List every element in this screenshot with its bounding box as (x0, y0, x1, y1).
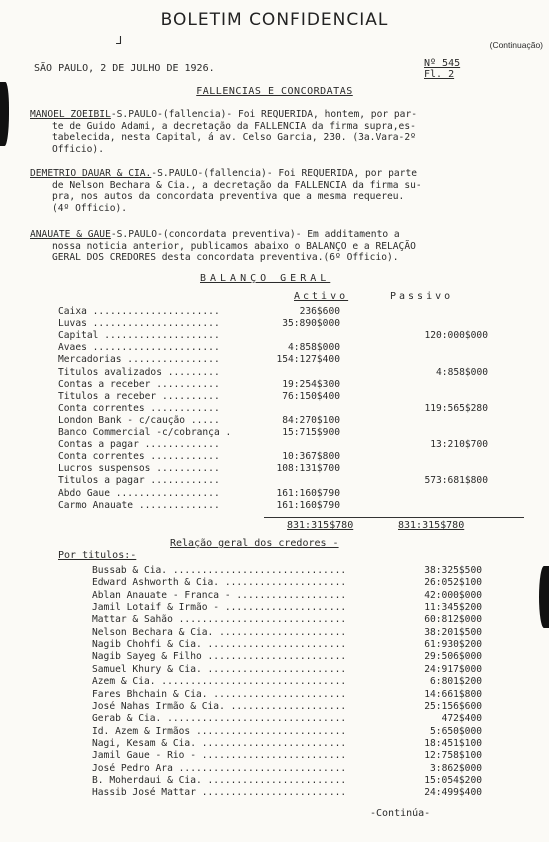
balance-label: Mercadorias ................ (58, 354, 220, 366)
creditor-name: Jamil Lotaif & Irmão - ..................... (92, 602, 347, 614)
creditor-name: Edward Ashworth & Cia. ..................... (92, 577, 347, 589)
creditor-value: 14:661$800 (424, 688, 482, 700)
balance-row (58, 500, 488, 512)
balance-passivo-value: 573:681$800 (424, 475, 488, 487)
creditor-name: Fares Bhchain & Cia. ....................... (92, 688, 347, 700)
entry-line: -S.PAULO-(fallencia)- Foi REQUERIDA, por parte (151, 168, 417, 179)
balance-activo-value: 161:160$790 (276, 487, 340, 499)
creditor-row (92, 602, 482, 614)
balance-passivo-value: 4:858$000 (436, 366, 488, 378)
balance-label: Carmo Anauate .............. (58, 499, 220, 511)
creditor-name: Id. Azem & Irmãos .......................... (92, 725, 347, 737)
creditor-value: 472$400 (441, 713, 482, 725)
bulletin-title: BOLETIM CONFIDENCIAL (160, 10, 389, 30)
balance-row (58, 306, 488, 318)
creditor-row (92, 676, 482, 688)
creditor-name: Ablan Anauate - Franca - ................... (92, 589, 347, 601)
creditor-value: 60:812$000 (424, 614, 482, 626)
entry-name: DEMETRIO DAUAR & CIA. (30, 168, 152, 179)
creditor-name: José Pedro Ara ............................. (92, 762, 347, 774)
creditor-row (92, 577, 482, 589)
entry-name: MANOEL ZOEIBIL (30, 109, 111, 120)
creditor-row (92, 590, 482, 602)
creditor-name: Nelson Bechara & Cia. ...................... (92, 626, 347, 638)
creditor-row (92, 750, 482, 762)
creditor-row (92, 664, 482, 676)
creditor-value: 24:499$400 (424, 787, 482, 799)
creditor-name: Nagi, Kesam & Cia. ......................... (92, 737, 347, 749)
balance-row (58, 488, 488, 500)
balance-label: Capital .................... (58, 330, 220, 342)
passivo-header: Passivo (390, 291, 454, 302)
creditor-value: 5:650$000 (430, 725, 482, 737)
creditor-name: Nagib Sayeg & Filho ........................ (92, 651, 347, 663)
creditor-value: 38:201$500 (424, 626, 482, 638)
creditor-row (92, 614, 482, 626)
continuation-note: (Continuação) (489, 40, 543, 50)
creditor-row (92, 763, 482, 775)
creditor-name: Samuel Khury & Cia. ........................ (92, 663, 347, 675)
creditor-name: Jamil Gaue - Rio - ......................... (92, 750, 347, 762)
balance-row (58, 415, 488, 427)
creditor-value: 12:758$100 (424, 750, 482, 762)
creditor-value: 42:000$000 (424, 589, 482, 601)
balance-activo-value: 154:127$400 (276, 354, 340, 366)
balance-row (58, 463, 488, 475)
balance-label: Caixa ...................... (58, 306, 220, 317)
balance-row (58, 451, 488, 463)
creditor-name: Gerab & Cia. ............................... (92, 713, 347, 725)
entry-line: Officio). (52, 143, 104, 155)
total-activo: 831:315$780 (287, 520, 354, 531)
creditor-value: 38:325$500 (424, 565, 482, 576)
creditor-name: B. Moherdaui & Cia. ........................ (92, 774, 347, 786)
balance-activo-value: 84:270$100 (282, 414, 340, 426)
balance-label: Contas a receber ........... (58, 378, 220, 390)
creditor-row (92, 565, 482, 577)
creditor-value: 26:052$100 (424, 577, 482, 589)
balance-row (58, 342, 488, 354)
entry-line: -S.PAULO-(fallencia)- Foi REQUERIDA, hontem, por par- (110, 109, 417, 120)
creditor-value: 15:054$200 (424, 774, 482, 786)
creditor-value: 25:156$600 (424, 700, 482, 712)
creditor-row (92, 627, 482, 639)
creditor-row (92, 701, 482, 713)
balance-label: London Bank - c/caução ..... (58, 414, 220, 426)
balance-row (58, 403, 488, 415)
entry-line: de Nelson Bechara & Cia., a decretação da FALLENCIA da firma su- (52, 179, 422, 191)
balance-row (58, 318, 488, 330)
balance-row (58, 427, 488, 439)
creditor-row (92, 738, 482, 750)
creditor-row (92, 689, 482, 701)
balance-row (58, 367, 488, 379)
balance-activo-value: 35:890$000 (282, 318, 340, 330)
creditor-row (92, 726, 482, 738)
total-rule (264, 517, 524, 518)
entry-line: nossa noticia anterior, publicamos abaixo o BALANÇO e a RELAÇÃO (52, 240, 416, 252)
creditor-name: Bussab & Cia. .............................. (92, 565, 347, 576)
entry-line: te de Guido Adami, a decretação da FALLENCIA da firma supra,es- (52, 120, 416, 132)
creditor-name: Nagib Chohfi & Cia. ........................ (92, 639, 347, 651)
balance-row (58, 330, 488, 342)
balance-label: Titulos a pagar ............ (58, 475, 220, 487)
balance-row (58, 439, 488, 451)
balance-passivo-value: 13:210$700 (430, 439, 488, 451)
balance-row (58, 379, 488, 391)
balance-activo-value: 161:160$790 (276, 499, 340, 511)
entry-line: tabelecida, nesta Capital, á av. Celso Garcia, 230. (3a.Vara-2º (52, 132, 416, 144)
balance-row (58, 475, 488, 487)
issue-number-block (424, 58, 460, 80)
entry-line: pra, nos autos da concordata preventiva que a mesma requereu. (52, 191, 405, 203)
creditor-row (92, 713, 482, 725)
balance-label: Conta correntes ............ (58, 451, 220, 463)
total-passivo: 831:315$780 (398, 520, 465, 531)
creditor-value: 18:451$100 (424, 737, 482, 749)
balance-label: Titulos avalizados ......... (58, 366, 220, 378)
entry-line: GERAL DOS CREDORES desta concordata preventiva.(6º Officio). (52, 252, 399, 264)
section-heading: FALLENCIAS E CONCORDATAS (196, 86, 353, 97)
continues-note: -Continúa- (370, 808, 431, 819)
balance-label: Contas a pagar ............. (58, 439, 220, 451)
balance-activo-value: 4:858$000 (288, 342, 340, 354)
issue-number: Nº 545 (424, 58, 461, 69)
activo-header: Activo (294, 291, 349, 302)
balance-activo-value: 236$600 (299, 306, 340, 317)
scan-blot-left (0, 82, 9, 146)
creditor-name: José Nahas Irmão & Cia. .................... (92, 700, 347, 712)
balance-passivo-value: 119:565$280 (424, 402, 488, 414)
creditor-row (92, 639, 482, 651)
entry-dauar (30, 168, 535, 214)
creditor-row (92, 775, 482, 787)
sheet-number: Fl. 2 (424, 69, 455, 80)
entry-line: -S.PAULO-(concordata preventiva)- Em additamento a (110, 229, 400, 240)
creditor-name: Mattar & Sahão ............................. (92, 614, 347, 626)
entry-anauate (30, 229, 535, 264)
balance-activo-value: 15:715$900 (282, 427, 340, 438)
creditor-value: 61:930$200 (424, 639, 482, 651)
balance-label: Lucros suspensos ........... (58, 463, 220, 475)
balance-label: Titulos a receber .......... (58, 390, 220, 402)
creditors-title (170, 538, 339, 549)
entry-line: (4º Officio). (52, 202, 128, 214)
place-date: SÃO PAULO, 2 DE JULHO DE 1926. (34, 63, 215, 74)
balance-label: Luvas ...................... (58, 318, 220, 330)
balance-label: Abdo Gaue .................. (58, 487, 220, 499)
entry-zoeibil (30, 109, 535, 155)
balance-passivo-value: 120:000$000 (424, 330, 488, 342)
creditor-value: 29:506$000 (424, 651, 482, 663)
creditor-value: 11:345$200 (424, 602, 482, 614)
balance-label: Banco Commercial -c/cobrança . (58, 427, 232, 438)
creditor-value: 6:801$200 (430, 676, 482, 688)
creditor-row (92, 787, 482, 799)
balance-label: Avaes ...................... (58, 342, 220, 354)
creditors-title-text: Relação geral dos credores - (170, 538, 339, 549)
entry-name: ANAUATE & GAUE (30, 229, 111, 240)
balance-activo-value: 76:150$400 (282, 390, 340, 402)
balance-title: BALANÇO GERAL (200, 273, 331, 284)
balance-row (58, 391, 488, 403)
balance-activo-value: 10:367$800 (282, 451, 340, 463)
creditors-subtitle: Por titulos:- (58, 550, 137, 561)
handwritten-mark: ⅃ (116, 34, 123, 47)
creditor-value: 3:862$000 (430, 762, 482, 774)
balance-label: Conta correntes ............ (58, 402, 220, 414)
scan-blot-right (539, 566, 549, 628)
balance-row (58, 354, 488, 366)
creditor-value: 24:917$000 (424, 663, 482, 675)
creditor-name: Azem & Cia. ................................ (92, 676, 347, 688)
balance-activo-value: 108:131$700 (276, 463, 340, 475)
balance-activo-value: 19:254$300 (282, 378, 340, 390)
creditor-row (92, 651, 482, 663)
creditor-name: Hassib José Mattar ......................... (92, 787, 347, 799)
